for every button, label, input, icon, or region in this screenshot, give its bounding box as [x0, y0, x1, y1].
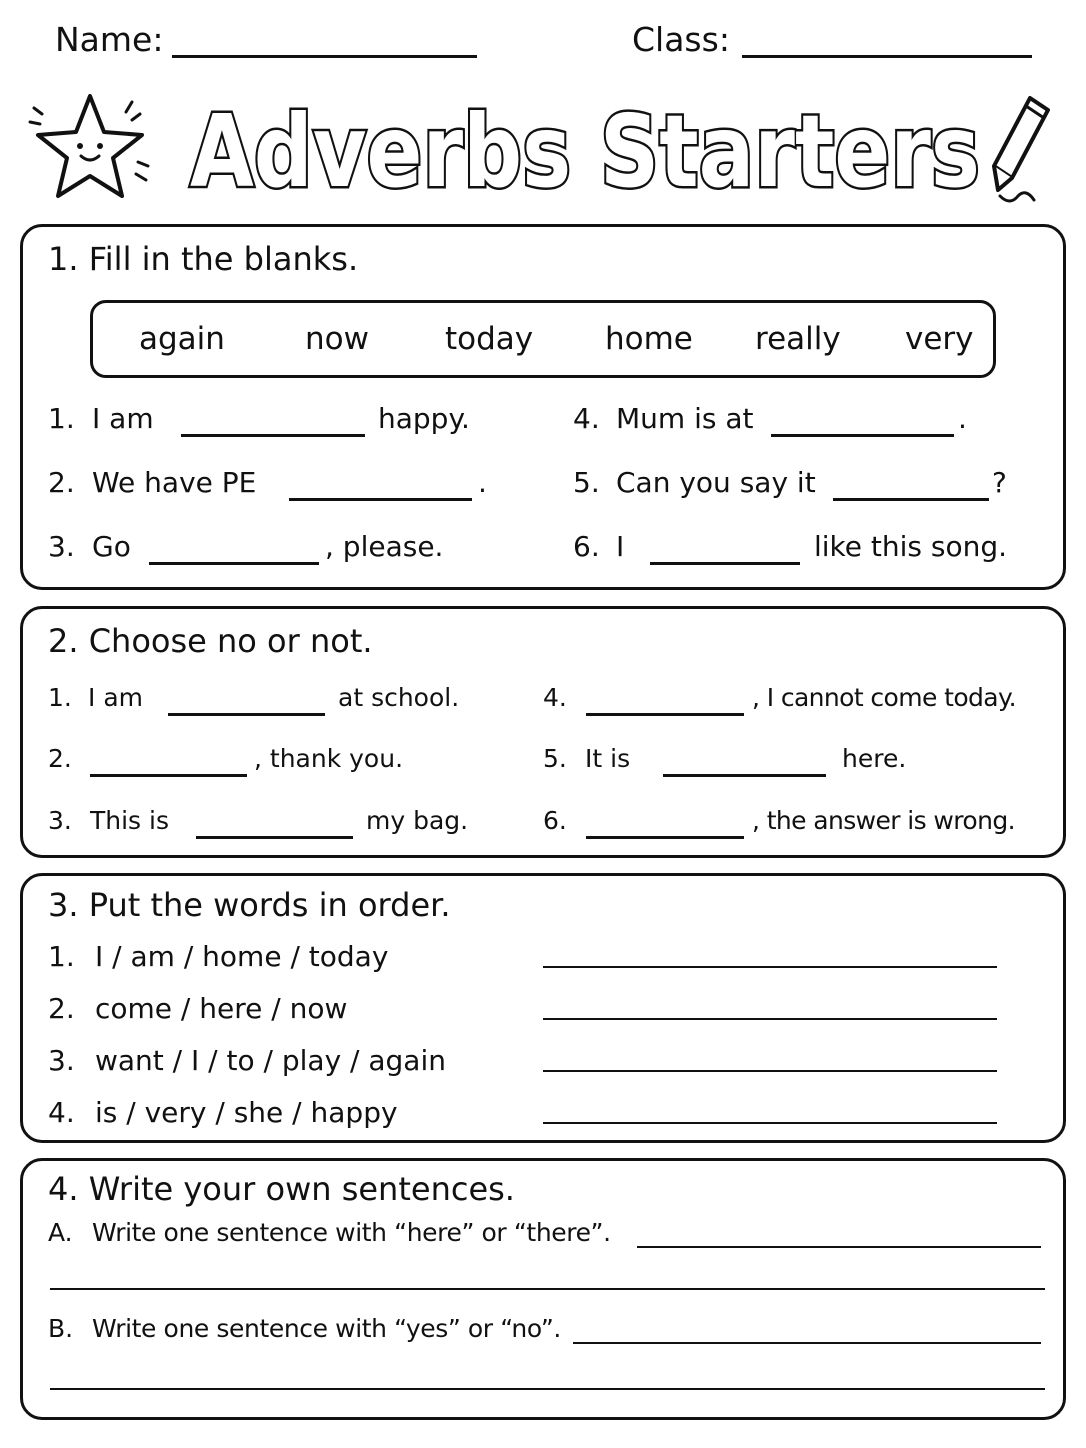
- answer-blank[interactable]: [289, 498, 472, 501]
- answer-line[interactable]: [543, 1070, 997, 1072]
- pencil-icon: [994, 98, 1048, 201]
- answer-blank[interactable]: [833, 498, 989, 501]
- word-bank-item: again: [139, 321, 225, 357]
- question-number: 5.: [573, 466, 600, 499]
- question-text: .: [478, 466, 487, 499]
- question-text: This is: [90, 806, 170, 835]
- section1-title: 1. Fill in the blanks.: [48, 240, 359, 278]
- question-text: Can you say it: [616, 466, 816, 499]
- word-bank-item: very: [905, 321, 974, 357]
- word-bank-item: today: [445, 321, 534, 357]
- question-text: at school.: [338, 683, 460, 712]
- question-number: 3.: [48, 1044, 75, 1077]
- answer-blank[interactable]: [663, 774, 826, 777]
- answer-line[interactable]: [637, 1246, 1041, 1248]
- title-banner: [0, 80, 1086, 210]
- answer-line[interactable]: [50, 1388, 1045, 1390]
- answer-blank[interactable]: [90, 774, 247, 777]
- question-text: I am: [88, 683, 143, 712]
- name-label: Name:: [55, 20, 164, 59]
- question-text: , I cannot come today.: [752, 683, 1016, 712]
- question-text: It is: [585, 744, 631, 773]
- answer-blank[interactable]: [181, 434, 365, 437]
- question-number: 1.: [48, 683, 72, 712]
- question-text: happy.: [378, 402, 470, 435]
- scrambled-words: want / I / to / play / again: [95, 1044, 446, 1077]
- question-number: 6.: [543, 806, 567, 835]
- question-text: , the answer is wrong.: [752, 806, 1015, 835]
- question-text: , thank you.: [254, 744, 404, 773]
- answer-line[interactable]: [573, 1342, 1041, 1344]
- name-field[interactable]: [172, 55, 477, 58]
- answer-blank[interactable]: [196, 836, 353, 839]
- answer-line[interactable]: [543, 966, 997, 968]
- question-text: here.: [842, 744, 907, 773]
- question-number: 3.: [48, 530, 75, 563]
- class-field[interactable]: [742, 55, 1032, 58]
- word-bank-item: really: [755, 321, 841, 357]
- answer-line[interactable]: [543, 1122, 997, 1124]
- question-text: .: [958, 402, 967, 435]
- answer-blank[interactable]: [650, 562, 800, 565]
- question-number: 1.: [48, 402, 75, 435]
- section4-title: 4. Write your own sentences.: [48, 1170, 515, 1208]
- worksheet-title: Adverbs Starters: [190, 93, 980, 210]
- question-number: 5.: [543, 744, 567, 773]
- question-text: , please.: [325, 530, 444, 563]
- word-bank-item: now: [305, 321, 369, 357]
- question-text: Mum is at: [616, 402, 754, 435]
- section2-title: 2. Choose no or not.: [48, 622, 373, 660]
- scrambled-words: I / am / home / today: [95, 940, 389, 973]
- answer-blank[interactable]: [586, 836, 744, 839]
- question-text: like this song.: [814, 530, 1008, 563]
- answer-blank[interactable]: [771, 434, 954, 437]
- star-icon: [30, 96, 148, 196]
- scrambled-words: is / very / she / happy: [95, 1096, 398, 1129]
- question-number: 4.: [48, 1096, 75, 1129]
- prompt-label: B.: [48, 1314, 74, 1343]
- word-bank: [90, 300, 996, 378]
- question-text: my bag.: [366, 806, 469, 835]
- question-text: Go: [92, 530, 131, 563]
- question-number: 1.: [48, 940, 75, 973]
- word-bank-item: home: [605, 321, 693, 357]
- answer-blank[interactable]: [168, 713, 325, 716]
- answer-blank[interactable]: [586, 713, 744, 716]
- answer-line[interactable]: [50, 1288, 1045, 1290]
- question-number: 2.: [48, 744, 72, 773]
- question-number: 3.: [48, 806, 72, 835]
- prompt-text: Write one sentence with “here” or “there”.: [92, 1218, 611, 1247]
- question-number: 4.: [543, 683, 567, 712]
- question-number: 4.: [573, 402, 600, 435]
- question-number: 2.: [48, 992, 75, 1025]
- scrambled-words: come / here / now: [95, 992, 348, 1025]
- section3-title: 3. Put the words in order.: [48, 886, 451, 924]
- question-number: 6.: [573, 530, 600, 563]
- question-number: 2.: [48, 466, 75, 499]
- question-text: I am: [92, 402, 154, 435]
- question-text: ?: [992, 466, 1007, 499]
- question-text: I: [616, 530, 625, 563]
- class-label: Class:: [632, 20, 730, 59]
- prompt-label: A.: [48, 1218, 73, 1247]
- prompt-text: Write one sentence with “yes” or “no”.: [92, 1314, 561, 1343]
- question-text: We have PE: [92, 466, 257, 499]
- answer-line[interactable]: [543, 1018, 997, 1020]
- answer-blank[interactable]: [149, 562, 319, 565]
